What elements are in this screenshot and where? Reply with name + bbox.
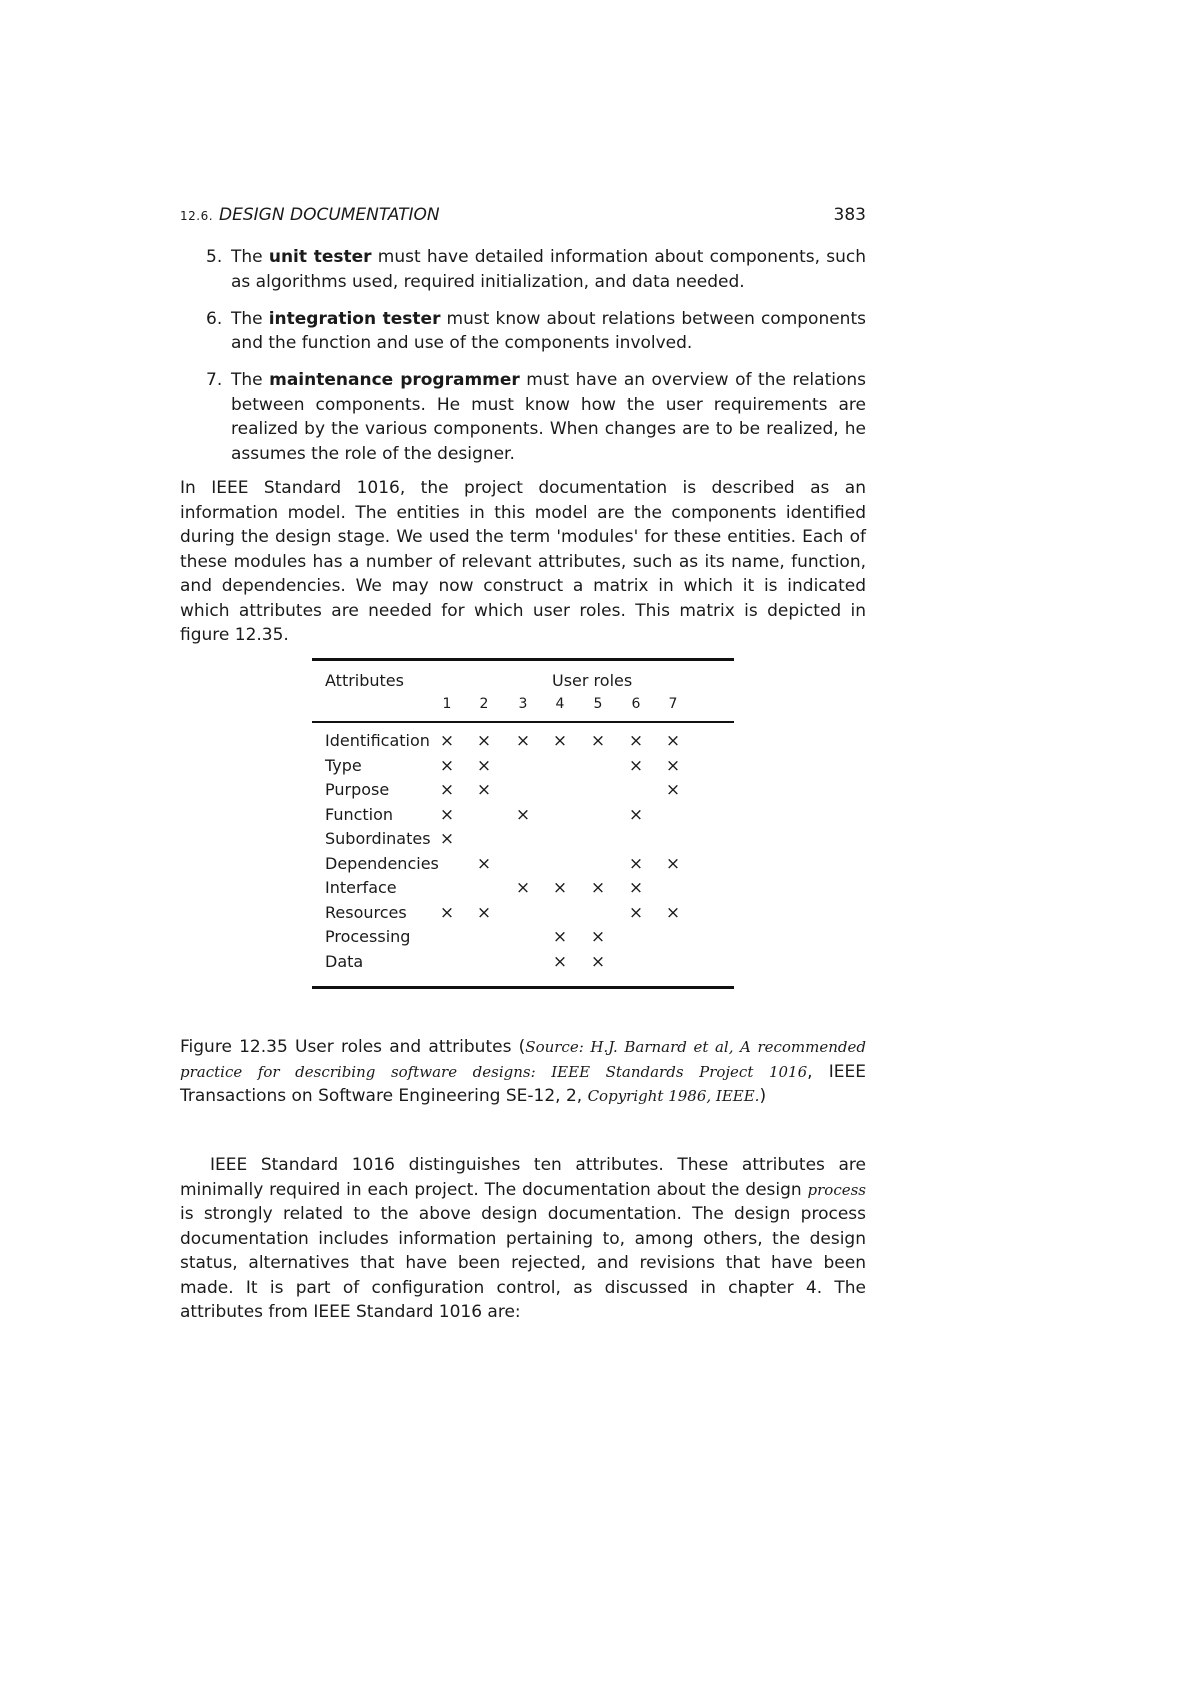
role-number-6: 6 xyxy=(631,696,641,712)
cross-mark: × xyxy=(628,878,644,898)
cross-mark: × xyxy=(552,731,568,751)
cross-mark: × xyxy=(665,902,681,923)
cross-mark: × xyxy=(515,878,531,898)
role-number-3: 3 xyxy=(518,696,528,712)
role-number-row xyxy=(312,696,734,716)
page-number: 383 xyxy=(833,205,866,225)
role-name: integration tester xyxy=(268,308,441,329)
user-roles-header: User roles xyxy=(552,671,633,690)
cross-mark: × xyxy=(515,804,531,825)
table-bottom-rule xyxy=(312,986,734,989)
figure-caption: Figure 12.35 User roles and attributes (Source: H.J. Barnard et al, A recommended practice for describing software designs: IEEE Standards Project 1016, IEEE Transactions on Software Engineering SE-12, 2, Copyright 1986, IEEE.) xyxy=(180,1037,867,1106)
table-row xyxy=(312,731,734,756)
cross-mark: × xyxy=(665,731,681,751)
role-name: unit tester xyxy=(268,247,372,267)
cross-mark: × xyxy=(476,731,492,751)
role-number-2: 2 xyxy=(479,696,489,712)
user-roles-list xyxy=(180,245,866,479)
attribute-label: Interface xyxy=(325,878,397,897)
section-title: DESIGN DOCUMENTATION xyxy=(219,205,440,225)
cross-mark: × xyxy=(665,780,681,800)
cross-mark: × xyxy=(439,804,455,825)
table-row xyxy=(312,780,734,805)
table-mid-rule xyxy=(312,721,734,723)
attributes-column-header: Attributes xyxy=(325,671,404,690)
cross-mark: × xyxy=(590,927,606,947)
cross-mark: × xyxy=(628,755,644,776)
body-paragraph-2: IEEE Standard 1016 distinguishes ten attributes. These attributes are minimally required in each project. The documentation about the design process is strongly related to the above design documentation. The design process documentation includes information pertaining to, among others, the design status, alternatives that have been rejected, and revisions that have been made. It is part of configuration control, as discussed in chapter 4. The attributes from IEEE Standard 1016 are: xyxy=(180,1155,866,1322)
attributes-matrix-table xyxy=(312,658,734,989)
table-row xyxy=(312,878,734,903)
table-row xyxy=(312,756,734,781)
table-row xyxy=(312,952,734,977)
running-header xyxy=(180,205,866,229)
cross-mark: × xyxy=(665,853,681,874)
list-item-number: 7. xyxy=(206,370,223,390)
emphasis-text: process xyxy=(807,1180,866,1199)
cross-mark: × xyxy=(439,780,455,800)
list-item: 7. The maintenance programmer must have an overview of the relations between components. He must know how the user requirements are realized by the various components. When changes are to be realized, he assumes the role of the designer. xyxy=(206,370,866,464)
list-item: 6. The integration tester must know about relations between components and the function and use of the components involved. xyxy=(206,308,866,353)
cross-mark: × xyxy=(476,853,492,874)
cross-mark: × xyxy=(590,951,606,972)
cross-mark: × xyxy=(515,731,531,751)
role-number-5: 5 xyxy=(593,696,603,712)
cross-mark: × xyxy=(439,902,455,923)
table-header xyxy=(312,661,734,715)
cross-mark: × xyxy=(590,878,606,898)
attribute-label: Subordinates xyxy=(325,829,431,848)
cross-mark: × xyxy=(628,731,644,751)
table-row xyxy=(312,927,734,952)
role-name: maintenance programmer xyxy=(269,370,520,390)
attribute-label: Dependencies xyxy=(325,853,439,873)
role-number-1: 1 xyxy=(442,696,452,712)
attribute-label: Data xyxy=(325,951,364,971)
attribute-label: Type xyxy=(325,755,362,775)
attribute-label: Identification xyxy=(325,731,430,750)
cross-mark: × xyxy=(476,780,492,800)
body-paragraph: In IEEE Standard 1016, the project documentation is described as an information model. The entities in this model are the components identified during the design stage. We used the term 'modules' for these entities. Each of these modules has a number of relevant attributes, such as its name, function, and dependencies. We may now construct a matrix in which it is indicated which attributes are needed for which user roles. This matrix is depicted in figure 12.35. xyxy=(180,478,866,645)
cross-mark: × xyxy=(628,902,644,923)
cross-mark: × xyxy=(439,829,455,849)
cross-mark: × xyxy=(552,927,568,947)
list-item-number: 6. xyxy=(206,308,223,329)
caption-copyright: Copyright 1986, IEEE. xyxy=(587,1087,760,1105)
attribute-label: Purpose xyxy=(325,780,390,799)
cross-mark: × xyxy=(552,951,568,972)
table-row xyxy=(312,829,734,854)
table-row xyxy=(312,903,734,928)
role-number-7: 7 xyxy=(668,696,678,712)
table-row xyxy=(312,854,734,879)
cross-mark: × xyxy=(628,804,644,825)
table-body xyxy=(312,731,734,976)
role-number-4: 4 xyxy=(555,696,565,712)
cross-mark: × xyxy=(476,902,492,923)
list-item-number: 5. xyxy=(206,247,223,267)
cross-mark: × xyxy=(476,755,492,776)
cross-mark: × xyxy=(590,731,606,751)
cross-mark: × xyxy=(552,878,568,898)
list-item: 5. The unit tester must have detailed information about components, such as algorithms used, required initialization, and data needed. xyxy=(206,247,866,292)
figure-label: Figure 12.35 xyxy=(180,1037,288,1057)
cross-mark: × xyxy=(665,755,681,776)
cross-mark: × xyxy=(439,731,455,751)
cross-mark: × xyxy=(439,755,455,776)
attribute-label: Processing xyxy=(325,927,411,946)
attribute-label: Function xyxy=(325,804,394,824)
section-number: 12.6. xyxy=(180,209,214,223)
table-row xyxy=(312,805,734,830)
caption-source: Source: H.J. Barnard et al, A recommended practice for describing software designs: IEEE Standards Project 1016 xyxy=(180,1038,866,1081)
attribute-label: Resources xyxy=(325,902,407,922)
cross-mark: × xyxy=(628,853,644,874)
